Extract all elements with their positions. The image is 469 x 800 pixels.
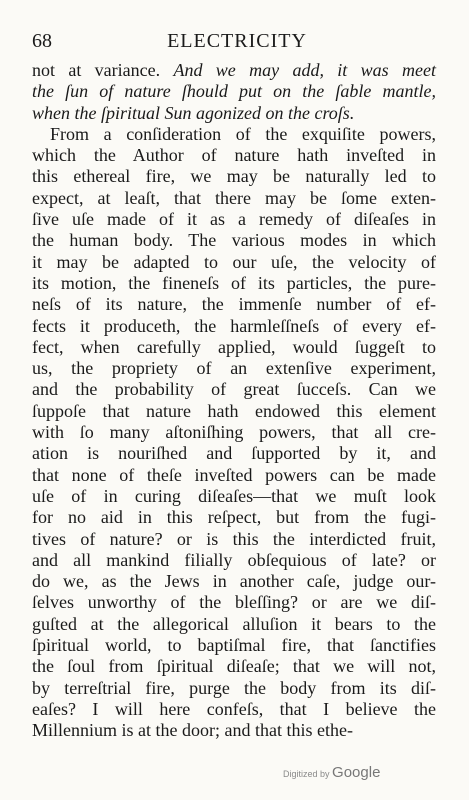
text-line-roman: and all mankind filially obſequious of late? or	[32, 549, 436, 570]
text-line-roman: guſted at the allegorical alluſion it bears to the	[32, 613, 436, 634]
text-line-roman: eaſes? I will here confeſs, that I believe the	[32, 698, 436, 719]
text-line	[32, 273, 436, 294]
text-line-roman: its motion, the fineneſs of its particles, the pure-	[32, 272, 436, 293]
text-line-roman: ation is nouriſhed and ſupported by it, and	[32, 443, 436, 464]
text-line	[32, 614, 436, 635]
text-line-roman: us, the propriety of an extenſive experiment,	[32, 358, 436, 379]
text-line-roman: by terreſtrial fire, purge the body from its diſ-	[32, 677, 436, 698]
text-line	[32, 358, 436, 379]
text-line	[32, 422, 436, 443]
text-line	[32, 635, 436, 656]
text-line-roman: fect, when carefully applied, would ſuggeſt to	[32, 336, 436, 357]
text-line	[32, 209, 436, 230]
text-line-italic: And we may add, it was meet	[173, 60, 436, 80]
text-line	[32, 443, 436, 464]
text-line	[32, 571, 436, 592]
text-line	[32, 656, 436, 677]
text-line-roman: tives of nature? or is this the interdicted fruit,	[32, 528, 436, 549]
text-line-roman: and the probability of great ſucceſs. Can we	[32, 379, 436, 400]
text-line-roman: ſelves unworthy of the bleſſing? or are we diſ-	[32, 592, 436, 613]
body-text	[32, 60, 436, 742]
page-number: 68	[32, 30, 52, 52]
running-head: ELECTRICITY	[167, 30, 307, 52]
text-line-roman: that none of theſe inveſted powers can be made	[32, 464, 436, 485]
text-line-roman: Millennium is at the door; and that this ethe-	[32, 720, 353, 741]
text-line	[32, 337, 436, 358]
text-line	[32, 486, 436, 507]
text-line	[32, 507, 436, 528]
text-line-roman: not at variance.	[32, 60, 174, 80]
text-line	[32, 103, 436, 124]
text-line-roman: ſpiritual world, to baptiſmal fire, that ſanctifies	[32, 635, 436, 656]
text-line	[32, 294, 436, 315]
text-line-roman: the human body. The various modes in which	[32, 230, 436, 251]
text-line-italic: the ſun of nature ſhould put on the ſable mantle,	[32, 81, 436, 102]
text-line	[32, 230, 436, 251]
text-line	[32, 252, 436, 273]
text-line	[32, 550, 436, 571]
text-line-roman: ſuppoſe that nature hath endowed this element	[32, 400, 436, 421]
text-line	[32, 60, 436, 81]
text-line-roman: with ſo many aſtoniſhing powers, that all cre-	[32, 422, 436, 443]
text-line-roman: From a conſideration of the exquiſite powers,	[50, 123, 436, 144]
page-header	[32, 30, 442, 54]
text-line	[32, 188, 436, 209]
text-line-roman: which the Author of nature hath inveſted in	[32, 145, 436, 166]
text-line-roman: expect, at leaſt, that there may be ſome exten-	[32, 187, 436, 208]
text-line-roman: uſe of in curing diſeaſes—that we muſt look	[32, 485, 436, 506]
text-line-italic: when the ſpiritual Sun agonized on the croſs.	[32, 102, 355, 123]
text-line	[32, 678, 436, 699]
text-line	[32, 720, 436, 741]
text-line	[32, 699, 436, 720]
text-line	[32, 379, 436, 400]
text-line	[32, 124, 436, 145]
text-line-roman: for no aid in this reſpect, but from the fugi-	[32, 507, 436, 528]
text-line-roman: do we, as the Jews in another caſe, judge our-	[32, 571, 436, 592]
text-line-roman: neſs of its nature, the immenſe number of ef-	[32, 294, 436, 315]
text-line-roman: it may be adapted to our uſe, the velocity of	[32, 251, 436, 272]
text-line	[32, 529, 436, 550]
text-line	[32, 166, 436, 187]
text-line-roman: fects it produceth, the harmleſſneſs of every ef-	[32, 315, 436, 336]
text-line-roman: the ſoul from ſpiritual diſeaſe; that we will not,	[32, 656, 436, 677]
text-line	[32, 316, 436, 337]
digitized-by-label: Digitized by	[283, 769, 330, 779]
text-line	[32, 592, 436, 613]
text-line-roman: this ethereal fire, we may be naturally led to	[32, 166, 436, 187]
digitization-watermark	[283, 764, 380, 781]
text-line	[32, 401, 436, 422]
text-line	[32, 465, 436, 486]
google-logo: Google	[332, 764, 381, 781]
text-line-roman: ſive uſe made of it as a remedy of diſeaſes in	[32, 209, 436, 230]
text-line	[32, 145, 436, 166]
text-line	[32, 81, 436, 102]
